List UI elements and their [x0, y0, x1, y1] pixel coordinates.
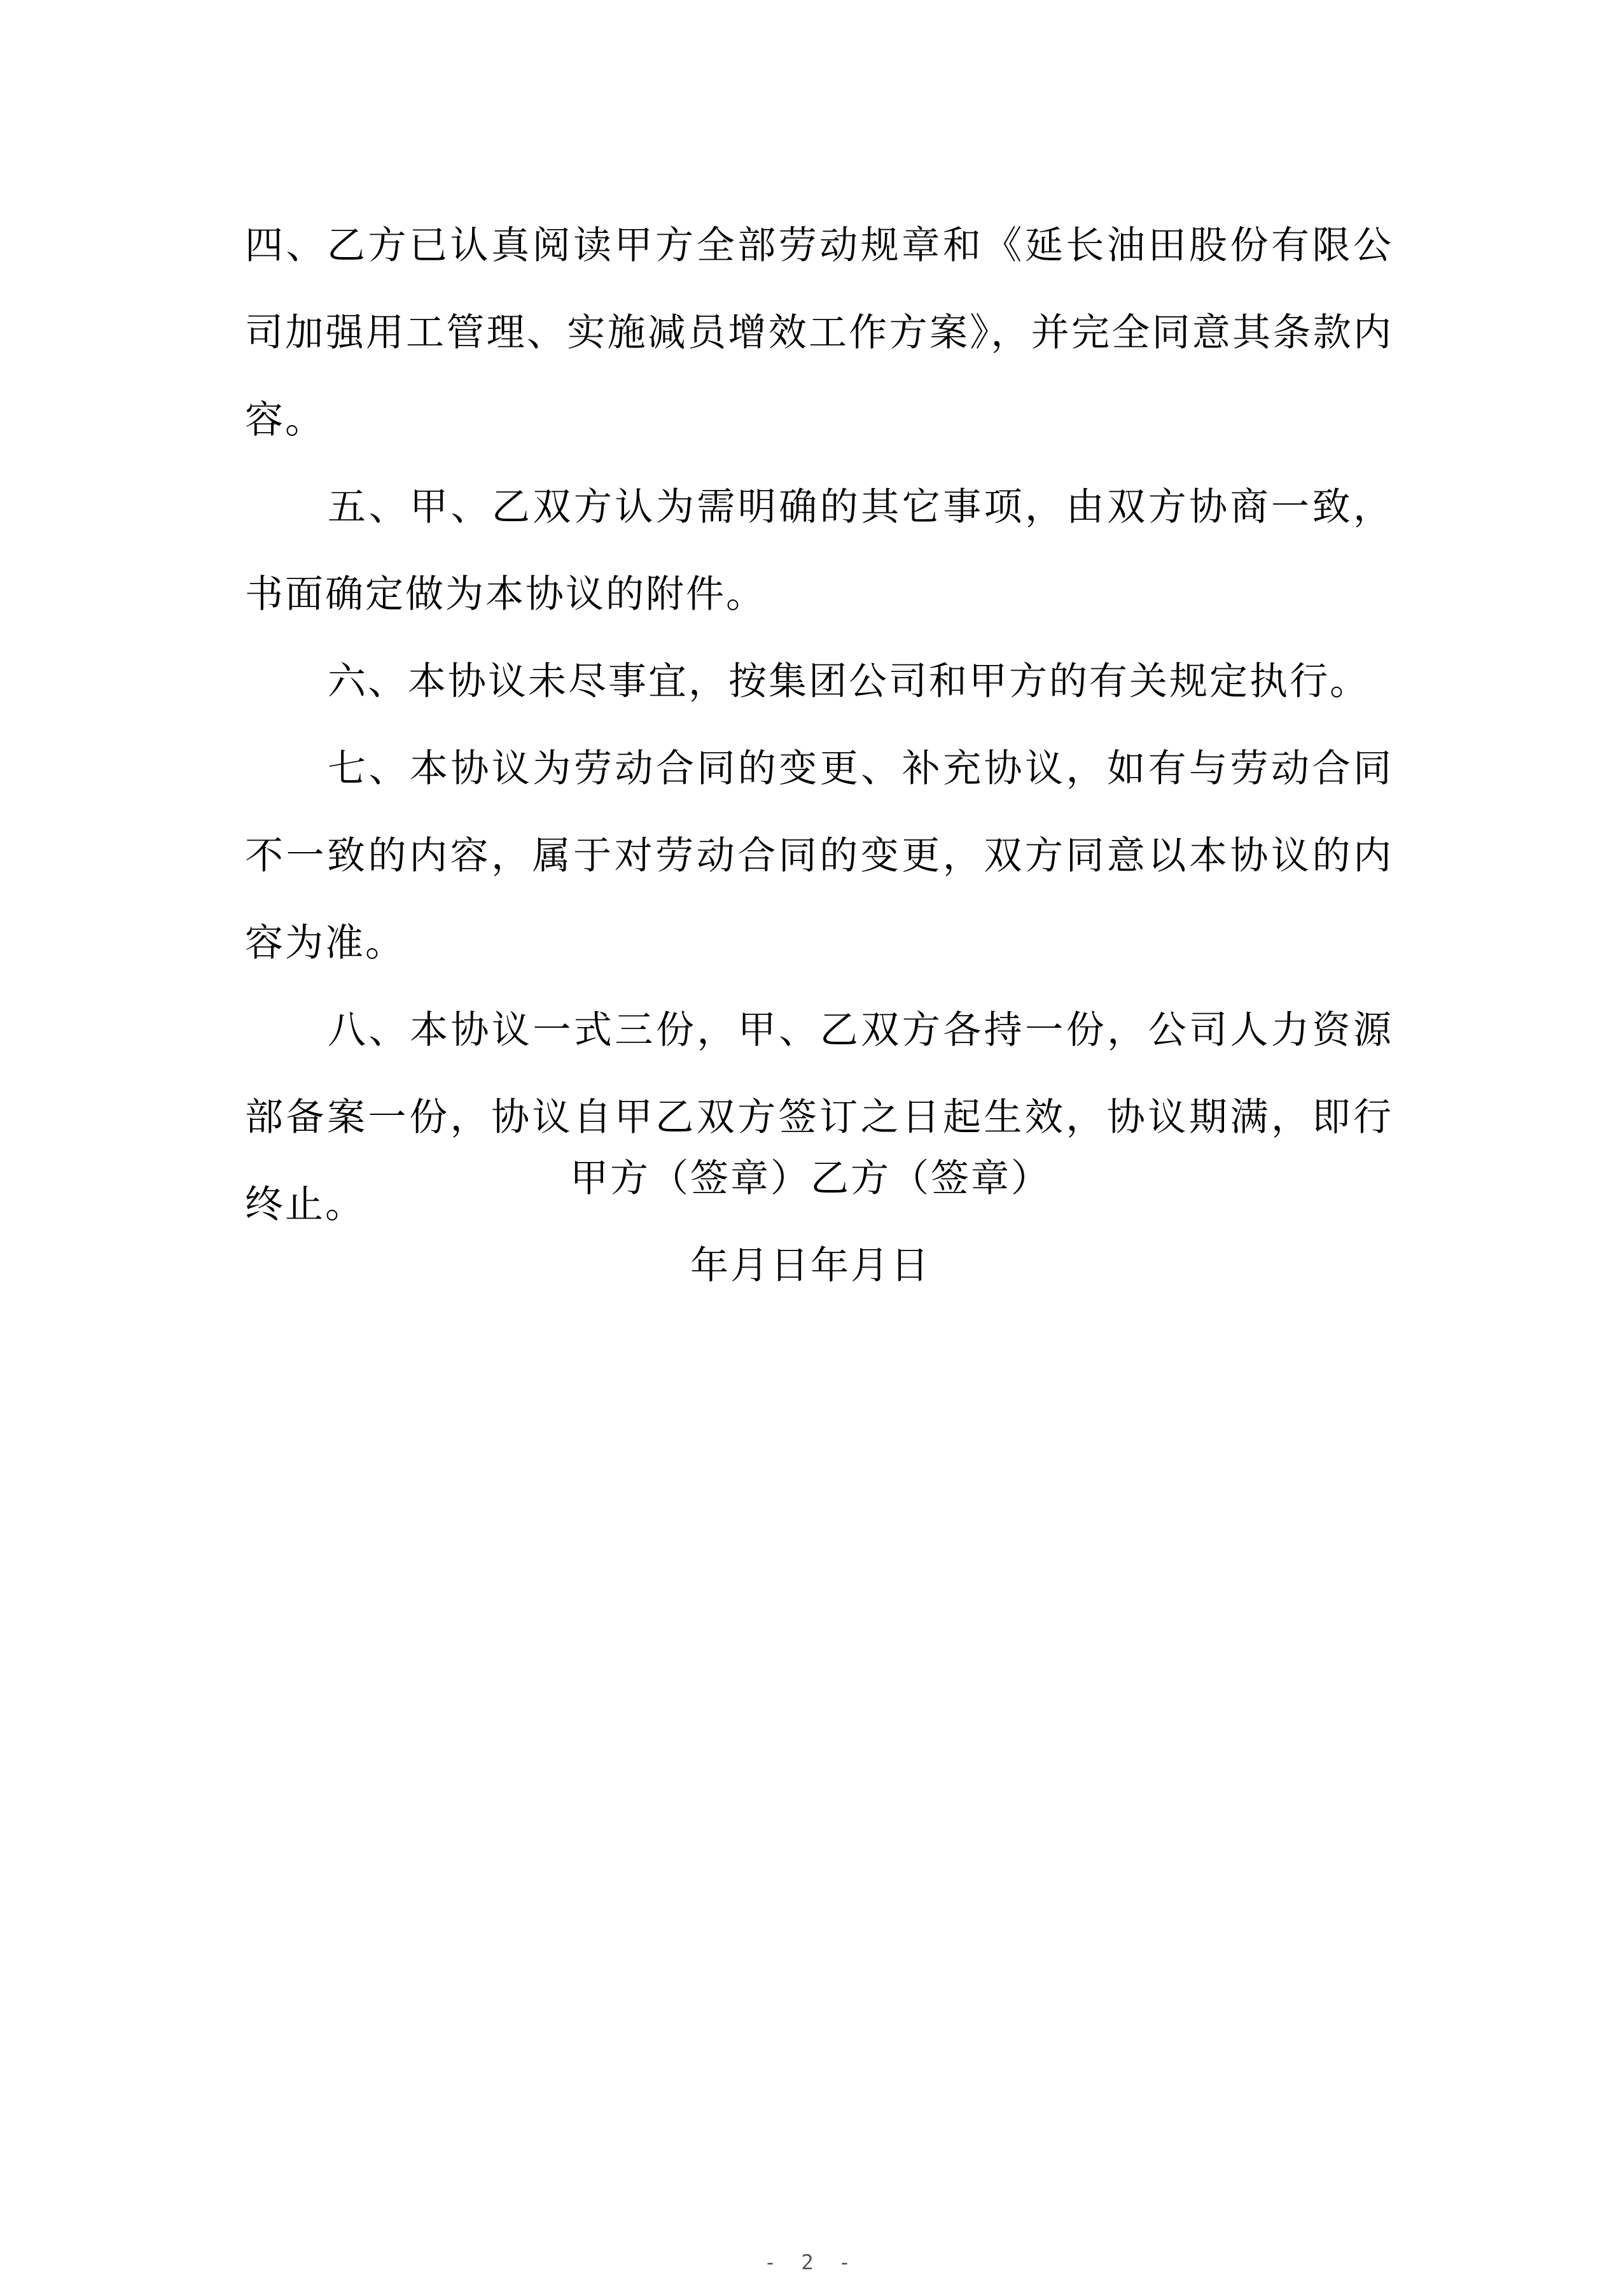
- clause-5-paragraph: 五、甲、乙双方认为需明确的其它事项，由双方协商一致，书面确定做为本协议的附件。: [245, 485, 1393, 617]
- clause-8-paragraph: 八、本协议一式三份，甲、乙双方各持一份，公司人力资源部备案一份，协议自甲乙双方签订之日起生效，协议期满，即行终止。: [245, 1008, 1393, 1227]
- clause-4-paragraph: 四、乙方已认真阅读甲方全部劳动规章和《延长油田股份有限公司加强用工管理、实施减员增效工作方案》，并完全同意其条款内容。: [245, 223, 1393, 442]
- document-body: [245, 202, 1393, 1249]
- signature-block: [0, 1135, 1621, 1310]
- clause-7-paragraph: 七、本协议为劳动合同的变更、补充协议，如有与劳动合同不一致的内容，属于对劳动合同的变更，双方同意以本协议的内容为准。: [245, 746, 1393, 965]
- date-line: 年月日年月日: [690, 1243, 931, 1288]
- signature-line: 甲方（签章）乙方（签章）: [570, 1156, 1051, 1201]
- page-number: - 2 -: [763, 2250, 858, 2274]
- clause-6-paragraph: 六、本协议未尽事宜，按集团公司和甲方的有关规定执行。: [328, 659, 1370, 704]
